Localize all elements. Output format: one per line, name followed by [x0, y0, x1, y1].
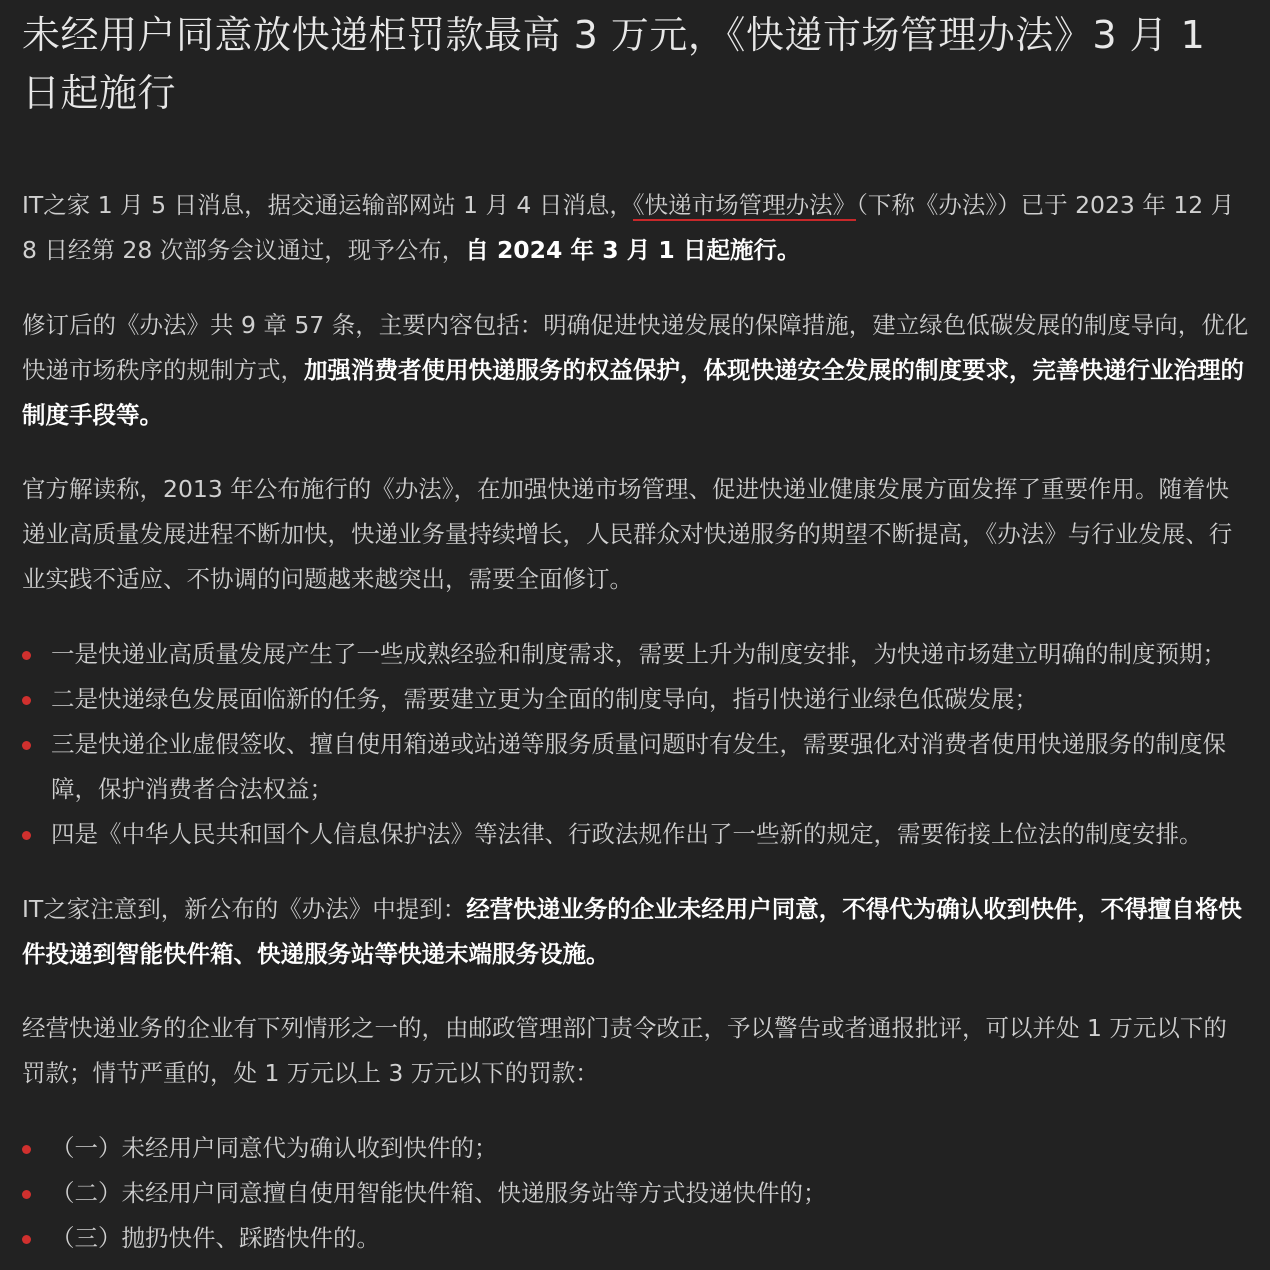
article-title: 未经用户同意放快递柜罚款最高 3 万元，《快递市场管理办法》3 月 1 日起施行 [22, 13, 1206, 115]
list-item-text: 三是快递企业虚假签收、擅自使用箱递或站递等服务质量问题时有发生，需要强化对消费者使用快递服务的制度保障，保护消费者合法权益； [51, 730, 1226, 803]
intro-text-a: IT之家 1 月 5 日消息，据交通运输部网站 1 月 4 日消息， [22, 191, 633, 219]
regulation-link[interactable]: 《快递市场管理办法》 [632, 191, 857, 219]
list-item [22, 1171, 1250, 1216]
paragraph-content-summary [22, 303, 1250, 438]
list-item-text: （二）未经用户同意擅自使用智能快件箱、快递服务站等方式投递快件的； [51, 1179, 827, 1207]
list-item [22, 677, 1250, 722]
list-item-text: 二是快递绿色发展面临新的任务，需要建立更为全面的制度导向，指引快递行业绿色低碳发展； [51, 685, 1038, 713]
revision-reasons-list [22, 632, 1250, 857]
list-item [22, 812, 1250, 857]
note-text: IT之家注意到，新公布的《办法》中提到： [22, 895, 467, 923]
note-bold: 经营快递业务的企业未经用户同意，不得代为确认收到快件，不得擅自将快件投递到智能快件箱、快递服务站等快递末端服务设施。 [22, 895, 1242, 968]
bullet-dot-icon [22, 1235, 31, 1244]
paragraph-official-reading: 官方解读称，2013 年公布施行的《办法》，在加强快递市场管理、促进快递业健康发展方面发挥了重要作用。随着快递业高质量发展进程不断加快，快递业务量持续增长，人民群众对快递服务的期望不断提高，《办法》与行业发展、行业实践不适应、不协调的问题越来越突出，需要全面修订。 [22, 475, 1233, 593]
list-item-text: （三）抛扔快件、踩踏快件的。 [51, 1224, 380, 1252]
paragraph-intro [22, 183, 1250, 273]
bullet-dot-icon [22, 831, 31, 840]
bullet-dot-icon [22, 651, 31, 660]
list-item-text: 一是快递业高质量发展产生了一些成熟经验和制度需求，需要上升为制度安排，为快递市场建立明确的制度预期； [51, 640, 1226, 668]
paragraph-penalty: 经营快递业务的企业有下列情形之一的，由邮政管理部门责令改正，予以警告或者通报批评，可以并处 1 万元以下的罚款；情节严重的，处 1 万元以上 3 万元以下的罚款： [22, 1014, 1227, 1087]
list-item [22, 1216, 1250, 1261]
intro-text-b: （下称《办法》）已于 2023 年 12 月 8 日经第 28 次部务会议通过，现予公布， [22, 191, 1235, 264]
list-item [22, 632, 1250, 677]
bullet-dot-icon [22, 741, 31, 750]
intro-bold: 自 2024 年 3 月 1 日起施行。 [465, 236, 801, 264]
penalty-cases-list [22, 1126, 1250, 1261]
list-item-text: 四是《中华人民共和国个人信息保护法》等法律、行政法规作出了一些新的规定，需要衔接上位法的制度安排。 [51, 820, 1203, 848]
bullet-dot-icon [22, 1190, 31, 1199]
summary-text: 修订后的《办法》共 9 章 57 条，主要内容包括：明确促进快递发展的保障措施，建立绿色低碳发展的制度导向，优化快递市场秩序的规制方式， [22, 311, 1249, 384]
bullet-dot-icon [22, 1145, 31, 1154]
bullet-dot-icon [22, 696, 31, 705]
list-item [22, 722, 1250, 812]
paragraph-ithome-note [22, 887, 1250, 977]
list-item [22, 1126, 1250, 1171]
summary-bold: 加强消费者使用快递服务的权益保护，体现快递安全发展的制度要求，完善快递行业治理的制度手段等。 [22, 356, 1244, 429]
list-item-text: （一）未经用户同意代为确认收到快件的； [51, 1134, 498, 1162]
